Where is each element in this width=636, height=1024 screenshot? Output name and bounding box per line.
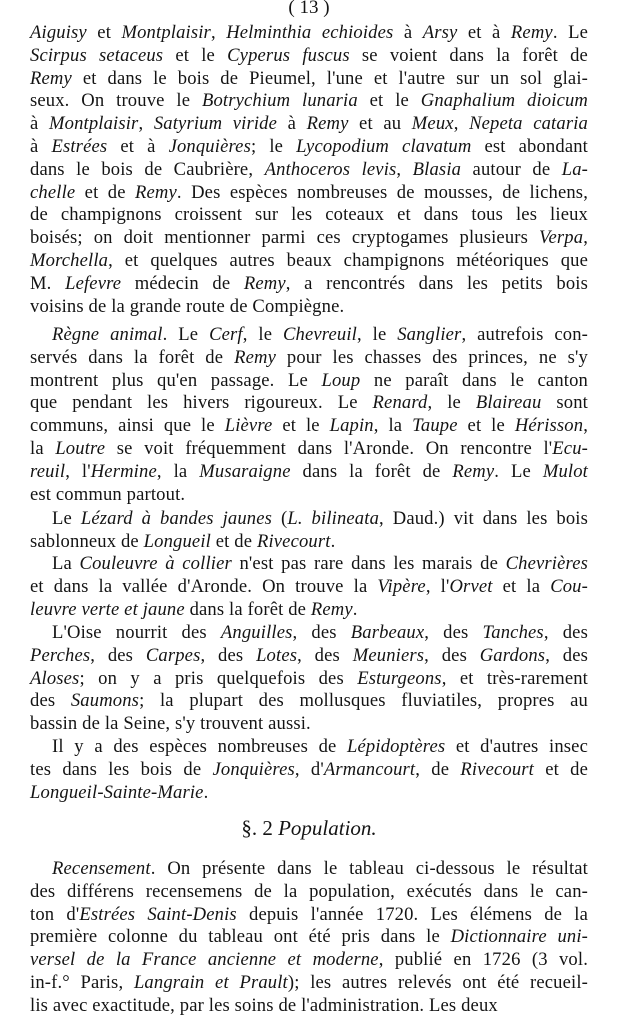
italic-term: Tanches bbox=[482, 622, 544, 643]
text-run: et le bbox=[457, 415, 515, 437]
italic-term: Rivecourt bbox=[256, 530, 331, 552]
text-run: première colonne du tableau ont été pris dans le bbox=[30, 926, 451, 948]
text-line bbox=[30, 136, 588, 159]
text-run: voisins de la grande route de Compiègne. bbox=[30, 295, 345, 317]
italic-term: Perches bbox=[30, 644, 91, 666]
text-run: . Des espèces nombreuses de mousses, de lichens, bbox=[176, 181, 588, 203]
text-run: et de bbox=[533, 758, 589, 780]
text-run: se voient dans la forêt de bbox=[349, 44, 588, 66]
italic-term: Recensement bbox=[52, 858, 151, 879]
text-run: Il y a des espèces nombreuses de bbox=[52, 736, 348, 757]
italic-term: Langrain et Prault bbox=[133, 971, 288, 993]
text-line bbox=[30, 113, 588, 136]
text-run: boisés; on doit mentionner parmi ces cryptogames plusieurs bbox=[30, 227, 540, 249]
text-line bbox=[30, 461, 588, 484]
text-run: , bbox=[138, 113, 154, 135]
italic-term: Orvet bbox=[449, 575, 493, 597]
italic-term: Remy bbox=[234, 346, 276, 368]
text-run: servés dans la forêt de bbox=[30, 346, 235, 368]
text-line bbox=[30, 553, 588, 576]
section-heading bbox=[30, 815, 588, 841]
text-run: et le bbox=[272, 415, 330, 437]
text-run: , autrefois con- bbox=[461, 324, 588, 345]
italic-term: Anguilles bbox=[220, 622, 293, 643]
text-run: lis avec exactitude, par les soins de l'administration. Les deux bbox=[30, 994, 498, 1016]
italic-term: Blasia bbox=[412, 158, 462, 180]
paragraph-fish bbox=[30, 622, 588, 736]
text-line bbox=[30, 45, 588, 68]
text-run: et au bbox=[348, 113, 412, 135]
italic-term: Satyrium viride bbox=[153, 113, 278, 135]
text-run: , le bbox=[427, 392, 476, 414]
text-line bbox=[30, 324, 588, 347]
italic-term: versel de la France ancienne et moderne bbox=[30, 949, 379, 971]
italic-term: Aloses bbox=[30, 667, 80, 689]
book-page bbox=[30, 0, 588, 1024]
text-line bbox=[30, 484, 588, 507]
italic-term: Chevreuil bbox=[282, 324, 357, 345]
italic-term: Scirpus setaceus bbox=[30, 44, 164, 66]
text-run: et dans le bois de Pieumel, l'une et l'autre sur un sol glai- bbox=[71, 67, 588, 89]
text-run: , des bbox=[424, 644, 480, 666]
italic-term: Morchella bbox=[30, 249, 109, 271]
italic-term: Remy bbox=[510, 22, 553, 43]
text-line bbox=[30, 22, 588, 45]
italic-term: La- bbox=[561, 158, 588, 180]
text-run: des différens recensemens de la population, exécutés dans le can- bbox=[30, 880, 588, 902]
italic-term: Estrées bbox=[51, 135, 108, 157]
italic-term: Esturgeons bbox=[357, 667, 442, 689]
italic-term: Lépidoptères bbox=[347, 736, 446, 757]
italic-term: Longueil-Sainte-Marie bbox=[30, 781, 204, 803]
italic-term: Estrées Saint-Denis bbox=[79, 903, 237, 925]
text-run: à bbox=[30, 113, 49, 135]
text-run: , bbox=[453, 113, 470, 135]
text-run: , et très-rarement bbox=[441, 667, 588, 689]
italic-term: Remy bbox=[243, 272, 286, 294]
italic-term: Lapin bbox=[329, 415, 374, 437]
text-run: ton d' bbox=[30, 903, 80, 925]
italic-term: Remy bbox=[452, 460, 495, 482]
text-line bbox=[30, 622, 588, 645]
text-run: , a rencontrés dans les petits bois bbox=[285, 272, 589, 294]
text-run: , des bbox=[90, 644, 146, 666]
text-run: , la bbox=[156, 460, 200, 482]
text-run: , des bbox=[543, 622, 588, 643]
text-run: seux. On trouve le bbox=[30, 90, 202, 112]
text-line bbox=[30, 736, 588, 759]
text-run: et d'autres insec bbox=[445, 736, 588, 757]
text-run: à bbox=[393, 22, 423, 43]
text-run: , et quelques autres beaux champignons météoriques que bbox=[108, 249, 588, 271]
text-run: depuis l'année 1720. Les élémens de la bbox=[236, 903, 588, 925]
text-run: in-f.° Paris, bbox=[30, 971, 134, 993]
text-line bbox=[30, 690, 588, 713]
text-run: , le bbox=[242, 324, 283, 345]
italic-term: Barbeaux bbox=[350, 622, 425, 643]
text-run: et le bbox=[163, 44, 228, 66]
italic-term: Montplaisir bbox=[48, 113, 139, 135]
text-run: et de bbox=[210, 530, 257, 552]
text-run: , des bbox=[292, 622, 351, 643]
text-run: ; la plupart des mollusques fluviatiles, propres au bbox=[139, 690, 588, 712]
text-run: médecin de bbox=[121, 272, 244, 294]
italic-term: Jonquières bbox=[212, 758, 295, 780]
italic-term: Taupe bbox=[412, 415, 458, 437]
text-line bbox=[30, 90, 588, 113]
text-run: est abondant bbox=[471, 135, 588, 157]
text-run: , bbox=[210, 22, 227, 43]
italic-term: Couleuvre à collier bbox=[79, 553, 232, 574]
text-run: , des bbox=[200, 644, 257, 666]
text-run: M. bbox=[30, 272, 66, 294]
italic-term: Blaireau bbox=[475, 392, 542, 414]
text-line bbox=[30, 881, 588, 904]
text-run: , l' bbox=[425, 575, 450, 597]
text-run: et bbox=[86, 22, 122, 43]
text-run: Le bbox=[52, 508, 81, 529]
italic-term: Arsy bbox=[422, 22, 458, 43]
text-run: dans la forêt de bbox=[184, 598, 311, 620]
text-line bbox=[30, 858, 588, 881]
italic-term: Hérisson bbox=[514, 415, 584, 437]
text-run: pour les chasses des princes, ne s'y bbox=[275, 346, 588, 368]
text-run: et le bbox=[357, 90, 421, 112]
italic-term: Loup bbox=[321, 369, 361, 391]
text-run: à bbox=[30, 135, 52, 157]
italic-term: Cyperus fuscus bbox=[227, 44, 350, 66]
section-number: §. 2 bbox=[241, 816, 279, 840]
text-line bbox=[30, 531, 588, 554]
text-line bbox=[30, 668, 588, 691]
paragraph-insects bbox=[30, 736, 588, 804]
paragraph-snakes bbox=[30, 553, 588, 621]
italic-term: Meux bbox=[411, 113, 454, 135]
text-line bbox=[30, 995, 588, 1018]
italic-term: Anthoceros levis bbox=[264, 158, 397, 180]
text-run: communs, ainsi que le bbox=[30, 415, 225, 437]
text-run: et dans la vallée d'Aronde. On trouve la bbox=[30, 575, 378, 597]
italic-term: Gnaphalium dioicum bbox=[420, 90, 588, 112]
italic-term: leuvre verte et jaune bbox=[30, 598, 185, 620]
text-run: . Le bbox=[162, 324, 210, 345]
text-line bbox=[30, 68, 588, 91]
text-run: . Le bbox=[494, 460, 543, 482]
text-line bbox=[30, 296, 588, 319]
italic-term: reuil bbox=[30, 460, 66, 482]
text-run: , de bbox=[415, 758, 461, 780]
text-line bbox=[30, 645, 588, 668]
text-run: de champignons croissent sur les coteaux et dans tous les lieux bbox=[30, 204, 588, 226]
text-line bbox=[30, 949, 588, 972]
text-run: que pendant les hivers rigoureux. Le bbox=[30, 392, 373, 414]
text-run: , publié en 1726 (3 vol. bbox=[378, 949, 588, 971]
italic-term: Gardons bbox=[479, 644, 546, 666]
text-run: dans le bois de Caubrière, bbox=[30, 158, 265, 180]
italic-term: Cou- bbox=[550, 575, 588, 597]
text-run: sablonneux de bbox=[30, 530, 144, 552]
italic-term: Loutre bbox=[55, 437, 106, 459]
italic-term: Remy bbox=[30, 67, 72, 89]
italic-term: Remy bbox=[310, 598, 353, 620]
italic-term: Helminthia echioides bbox=[226, 22, 394, 43]
italic-term: Montplaisir bbox=[121, 22, 211, 43]
paragraph-animal-kingdom bbox=[30, 324, 588, 506]
italic-term: Armancourt bbox=[323, 758, 416, 780]
italic-term: Lefevre bbox=[65, 272, 122, 294]
text-line bbox=[30, 508, 588, 531]
italic-term: Remy bbox=[306, 113, 349, 135]
text-run: sont bbox=[541, 392, 588, 414]
text-line bbox=[30, 204, 588, 227]
text-run: et à bbox=[457, 22, 511, 43]
text-run: . Le bbox=[552, 22, 588, 43]
text-run: ); les autres relevés ont été recueil- bbox=[287, 971, 588, 993]
italic-term: Dictionnaire uni- bbox=[450, 926, 589, 948]
italic-term: Rivecourt bbox=[460, 758, 534, 780]
text-line bbox=[30, 182, 588, 205]
italic-term: Lézard à bandes jaunes bbox=[80, 508, 273, 529]
italic-term: Meuniers bbox=[352, 644, 425, 666]
italic-term: Lièvre bbox=[224, 415, 273, 437]
text-run: , des bbox=[297, 644, 353, 666]
italic-term: Verpa bbox=[539, 227, 584, 249]
italic-term: Lycopodium clavatum bbox=[296, 135, 472, 157]
text-line bbox=[30, 782, 588, 805]
text-line bbox=[30, 926, 588, 949]
text-run: et de bbox=[75, 181, 136, 203]
text-run: , d' bbox=[294, 758, 324, 780]
text-run: ; on y a pris quelquefois des bbox=[79, 667, 358, 689]
italic-term: chelle bbox=[30, 181, 76, 203]
text-run: L'Oise nourrit des bbox=[52, 622, 221, 643]
text-line bbox=[30, 347, 588, 370]
text-run: bassin de la Seine, s'y trouvent aussi. bbox=[30, 713, 311, 735]
text-run: , l' bbox=[65, 460, 91, 482]
text-line bbox=[30, 159, 588, 182]
text-line bbox=[30, 576, 588, 599]
text-line bbox=[30, 759, 588, 782]
text-run: la bbox=[30, 437, 56, 459]
text-line bbox=[30, 713, 588, 736]
text-run: ne paraît dans le canton bbox=[360, 369, 588, 391]
section-name: Population. bbox=[278, 816, 377, 840]
italic-term: Cerf bbox=[209, 324, 243, 345]
italic-term: Chevrières bbox=[505, 553, 588, 574]
text-run: La bbox=[52, 553, 80, 574]
text-run: montrent plus qu'en passage. Le bbox=[30, 369, 322, 391]
text-run: . On présente dans le tableau ci-dessous le résultat bbox=[150, 858, 588, 879]
text-run: dans la forêt de bbox=[290, 460, 453, 482]
text-line bbox=[30, 599, 588, 622]
text-run: , la bbox=[373, 415, 413, 437]
text-run: , bbox=[583, 227, 588, 249]
text-run: , Daud.) vit dans les bois bbox=[379, 508, 588, 529]
text-run: , bbox=[583, 415, 588, 437]
italic-term: Botrychium lunaria bbox=[201, 90, 358, 112]
text-line bbox=[30, 250, 588, 273]
italic-term: Musaraigne bbox=[199, 460, 291, 482]
text-run: ( bbox=[272, 508, 288, 529]
italic-term: Sanglier bbox=[397, 324, 462, 345]
text-run: à bbox=[277, 113, 307, 135]
text-line bbox=[30, 438, 588, 461]
text-run: . bbox=[203, 781, 209, 803]
italic-term: Mulot bbox=[542, 460, 588, 482]
italic-term: Lotes bbox=[256, 644, 298, 666]
text-line bbox=[30, 972, 588, 995]
italic-term: Hermine bbox=[90, 460, 157, 482]
italic-term: Nepeta cataria bbox=[469, 113, 588, 135]
text-line bbox=[30, 904, 588, 927]
text-run: et la bbox=[492, 575, 551, 597]
italic-term: Remy bbox=[135, 181, 177, 203]
italic-term: Règne animal bbox=[52, 324, 163, 345]
text-line bbox=[30, 392, 588, 415]
text-run: n'est pas rare dans les marais de bbox=[231, 553, 506, 574]
italic-term: Vipère bbox=[377, 575, 426, 597]
italic-term: Renard bbox=[372, 392, 428, 414]
text-line bbox=[30, 273, 588, 296]
italic-term: Jonquières bbox=[168, 135, 251, 157]
italic-term: Longueil bbox=[143, 530, 211, 552]
text-line bbox=[30, 370, 588, 393]
text-run: . bbox=[330, 530, 336, 552]
text-line bbox=[30, 415, 588, 438]
italic-term: Aiguisy bbox=[30, 22, 87, 43]
italic-term: Ecu- bbox=[552, 437, 588, 459]
text-run: tes dans les bois de bbox=[30, 758, 213, 780]
text-run: et à bbox=[107, 135, 169, 157]
italic-term: Saumons bbox=[70, 690, 140, 712]
italic-term: Carpes bbox=[145, 644, 201, 666]
text-run: , le bbox=[356, 324, 398, 345]
paragraph-lizard bbox=[30, 508, 588, 554]
text-run: . bbox=[352, 598, 358, 620]
text-run: , des bbox=[545, 644, 588, 666]
text-run: des bbox=[30, 690, 71, 712]
italic-term: L. bilineata bbox=[287, 508, 380, 529]
text-run: se voit fréquemment dans l'Aronde. On rencontre l' bbox=[105, 437, 553, 459]
text-run: , des bbox=[424, 622, 483, 643]
text-run: est commun partout. bbox=[30, 483, 186, 505]
text-run: ; le bbox=[250, 135, 297, 157]
text-run: , bbox=[396, 158, 413, 180]
paragraph-census bbox=[30, 858, 588, 1018]
text-run: autour de bbox=[461, 158, 562, 180]
paragraph-flora bbox=[30, 22, 588, 318]
text-line bbox=[30, 227, 588, 250]
page-number: ( 13 ) bbox=[288, 0, 330, 18]
